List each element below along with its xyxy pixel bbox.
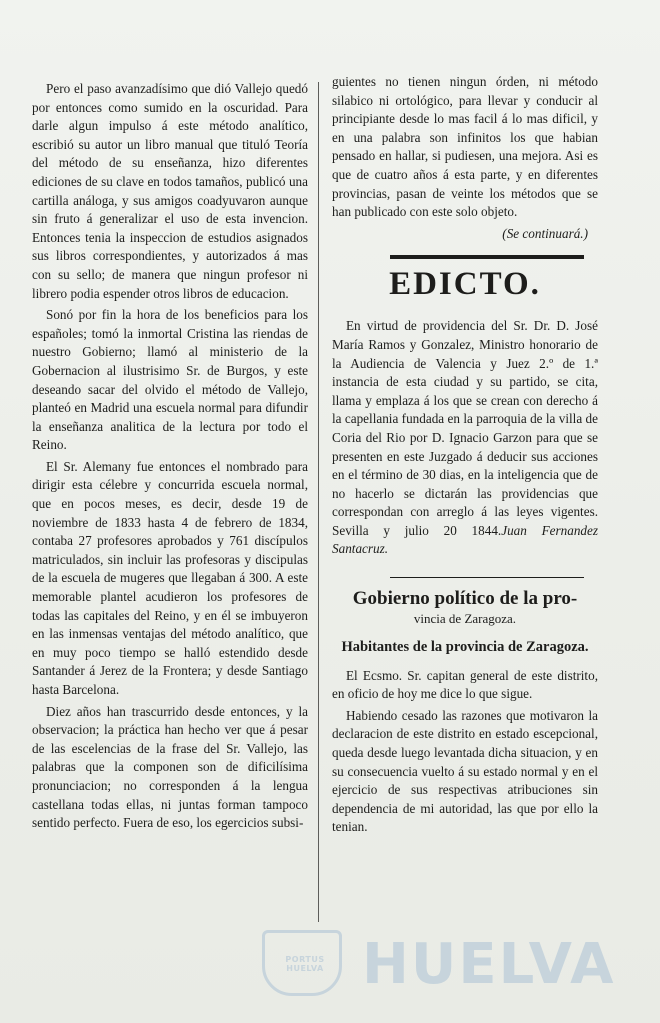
edict-text: En virtud de providencia del Sr. Dr. D. José María Ramos y Gonzalez, Ministro honorario de la Audiencia de Valencia y Juez 2.º de 1.ª instancia de esta ciudad y su partido, se cita, llama y emplaza á los que se crean con derecho á la capellania fundada en la parroquia de la villa de Coria del Rio por D. Ignacio Garzon para que se presenten en este Juzgado á deducir sus acciones en el término de 30 dias, en la inteligencia que de no hacerlo se dictarán las providencias que correspondan con arreglo á las leyes vigentes. Sevilla y julio 20 1844. bbox=[332, 318, 598, 538]
shield-logo-icon bbox=[262, 930, 342, 996]
left-column bbox=[32, 80, 308, 836]
government-paragraph-2: Habiendo cesado las razones que motivaron la declaracion de este distrito en estado escepcional, queda desde luego levantada dicha situacion, y en su consecuencia vuelto á su estado normal y en el ejercicio de sus respectivas atribuciones sin dependencia de mi autoridad, las que por ello la tenian. bbox=[332, 707, 598, 835]
government-paragraph-1: El Ecsmo. Sr. capitan general de este distrito, en oficio de hoy me dice lo que sigue. bbox=[332, 667, 598, 702]
continued-text: guientes no tienen ningun órden, ni método silabico ni ortológico, para llevar y conducir al principiante desde lo mas facil á lo mas dificil, y en una palabra son infinitos los que habian pensado en hallar, si pudiesen, una mejora. Asi es que de cuatro años á esta parte, y en diferentes provincias, pasan de veinte los métodos que se han publicado con este solo objeto. bbox=[332, 74, 598, 220]
column-divider bbox=[318, 82, 319, 922]
left-paragraph-4: Diez años han trascurrido desde entonces, y la observacion; la práctica han hecho ver que á pesar de las escelencias de la frase del Sr. Vallejo, las palabras que la componen son de dificilísima pronunciacion; no corresponden á la lengua castellana todas ellas, ni juntas forman tampoco sentido perfecto. Fuera de eso, los egercicios subsi- bbox=[32, 703, 308, 831]
government-heading: Habitantes de la provincia de Zaragoza. bbox=[341, 638, 589, 655]
section-rule-thin bbox=[390, 577, 584, 578]
to-be-continued-note: (Se continuará.) bbox=[502, 225, 588, 241]
archive-watermark bbox=[262, 930, 642, 1000]
government-subtitle: vincia de Zaragoza. bbox=[413, 611, 517, 627]
government-title: Gobierno político de la pro- bbox=[352, 588, 578, 610]
left-paragraph-3: El Sr. Alemany fue entonces el nombrado para dirigir esta célebre y concurrida escuela normal, que en pocos meses, es decir, desde 19 de noviembre de 1833 hasta 4 de febrero de 1834, contaba 27 profesores aprobados y 761 discípulos matriculados, sin incluir las profesoras y discipulas de la escuela de mugeres que llegaban á 300. A este memorable plantel acudieron los profesores de todas las capitales del Reino, y en él se imbuyeron en las inmensas ventajas del método analítico, que en muy poco tiempo se halló estendido desde Santander á Jerez de la Frontera; y desde Santiago hasta Barcelona. bbox=[32, 458, 308, 697]
left-paragraph-2: Sonó por fin la hora de los beneficios para los españoles; tomó la inmortal Cristina las riendas de nuestro Gobierno; llamó al ministerio de la Gobernacion al ilustrisimo Sr. de Burgos, y este deseando sacar del olvido el método de Vallejo, planteó en Madrid una escuela normal para difundir la enseñanza analitica de la lectura por todo el Reino. bbox=[32, 307, 308, 453]
section-rule bbox=[390, 255, 584, 259]
edict-title: EDICTO. bbox=[389, 266, 541, 303]
right-column bbox=[332, 73, 598, 840]
shield-text: PORTUS HUELVA bbox=[285, 955, 325, 973]
edict-body bbox=[332, 317, 598, 559]
watermark-word: HUELVA bbox=[362, 932, 616, 997]
edict-signature: Juan Fernandez Santacruz. bbox=[332, 522, 598, 557]
left-paragraph-1: Pero el paso avanzadísimo que dió Vallejo quedó por entonces como sumido en la oscuridad. Para darle algun impulso á este método analítico, escribió su autor un libro manual que tituló Teoría del método de su enseñanza, hizo diferentes ediciones de su clave en todos tamaños, publicó una cartilla análoga, y sus amigos coadyuvaron aunque sin fruto á generalizar el uso de esta invencion. Entonces tenia la inspeccion de estudios asignados sus libros correspondientes, y autorizados á mas con su sello; de manera que ningun profesor ni librero podia espender otros libros de educacion. bbox=[32, 81, 308, 301]
